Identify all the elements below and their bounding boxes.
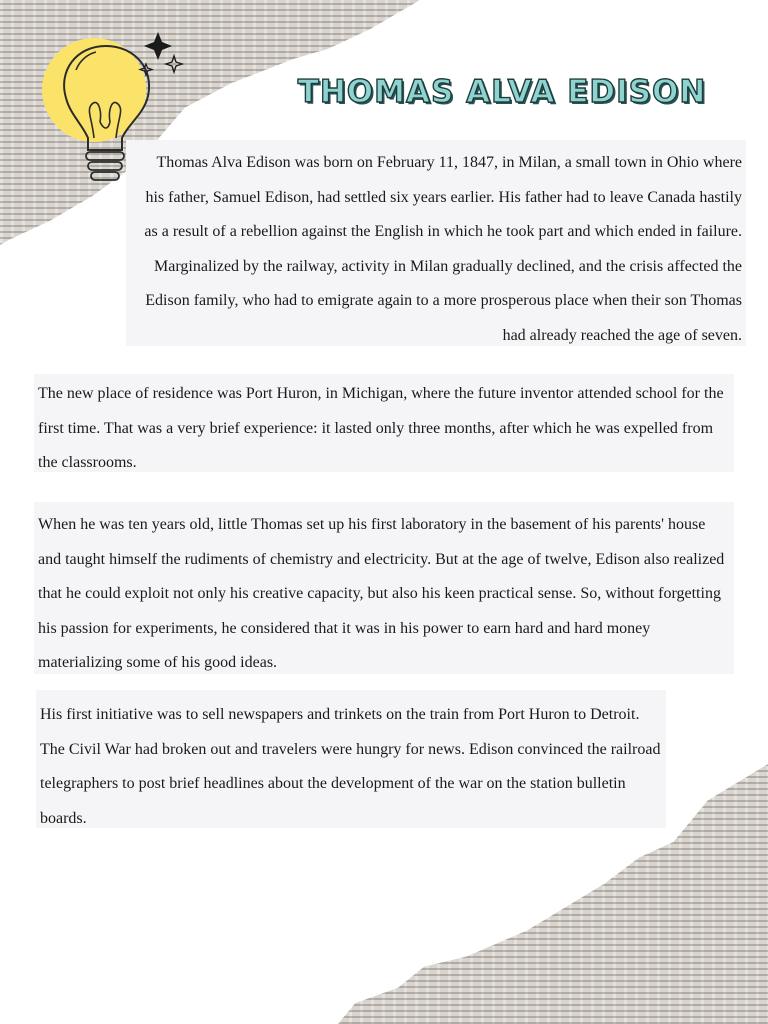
sparkle-icon bbox=[144, 32, 172, 60]
paragraph-newspapers: His first initiative was to sell newspapers and trinkets on the train from Port Huron to Detroit. The Civil War had broken out and travelers were hungry for news. Edison convinced the railroad telegraphers to post brief headlines about the development of the war on the station bulletin boards. bbox=[40, 706, 661, 827]
paragraph-port-huron: The new place of residence was Port Huron, in Michigan, where the future inventor attended school for the first time. That was a very brief experience: it lasted only three months, after which he was expelled from the classrooms. bbox=[38, 385, 724, 471]
bulb-base-ring bbox=[88, 162, 122, 170]
text-block-laboratory bbox=[34, 502, 734, 674]
text-block-newspapers bbox=[36, 690, 666, 828]
sparkle-icon bbox=[166, 56, 182, 72]
bulb-base-ring bbox=[86, 152, 124, 160]
paragraph-laboratory: When he was ten years old, little Thomas set up his first laboratory in the basement of his parents' house and taught himself the rudiments of chemistry and electricity. But at the age of twelve, Edison also realized that he could exploit not only his creative capacity, but also his keen practical sense. So, without forgetting his passion for experiments, he considered that it was in his power to earn hard and hard money materializing some of his good ideas. bbox=[38, 516, 725, 671]
bulb-base-ring bbox=[91, 172, 119, 180]
paragraph-birth: Thomas Alva Edison was born on February 11, 1847, in Milan, a small town in Ohio where his father, Samuel Edison, had settled six years earlier. His father had to leave Canada hastily as a result of a rebellion against the English in which he took part and which ended in failure. Marginalized by the railway, activity in Milan gradually declined, and the crisis affected the Edison family, who had to emigrate again to a more prosperous place when their son Thomas had already reached the age of seven. bbox=[144, 154, 742, 344]
page-title: THOMAS ALVA EDISON bbox=[297, 74, 707, 110]
text-block-port-huron bbox=[34, 374, 734, 472]
text-block-birth bbox=[126, 140, 746, 346]
